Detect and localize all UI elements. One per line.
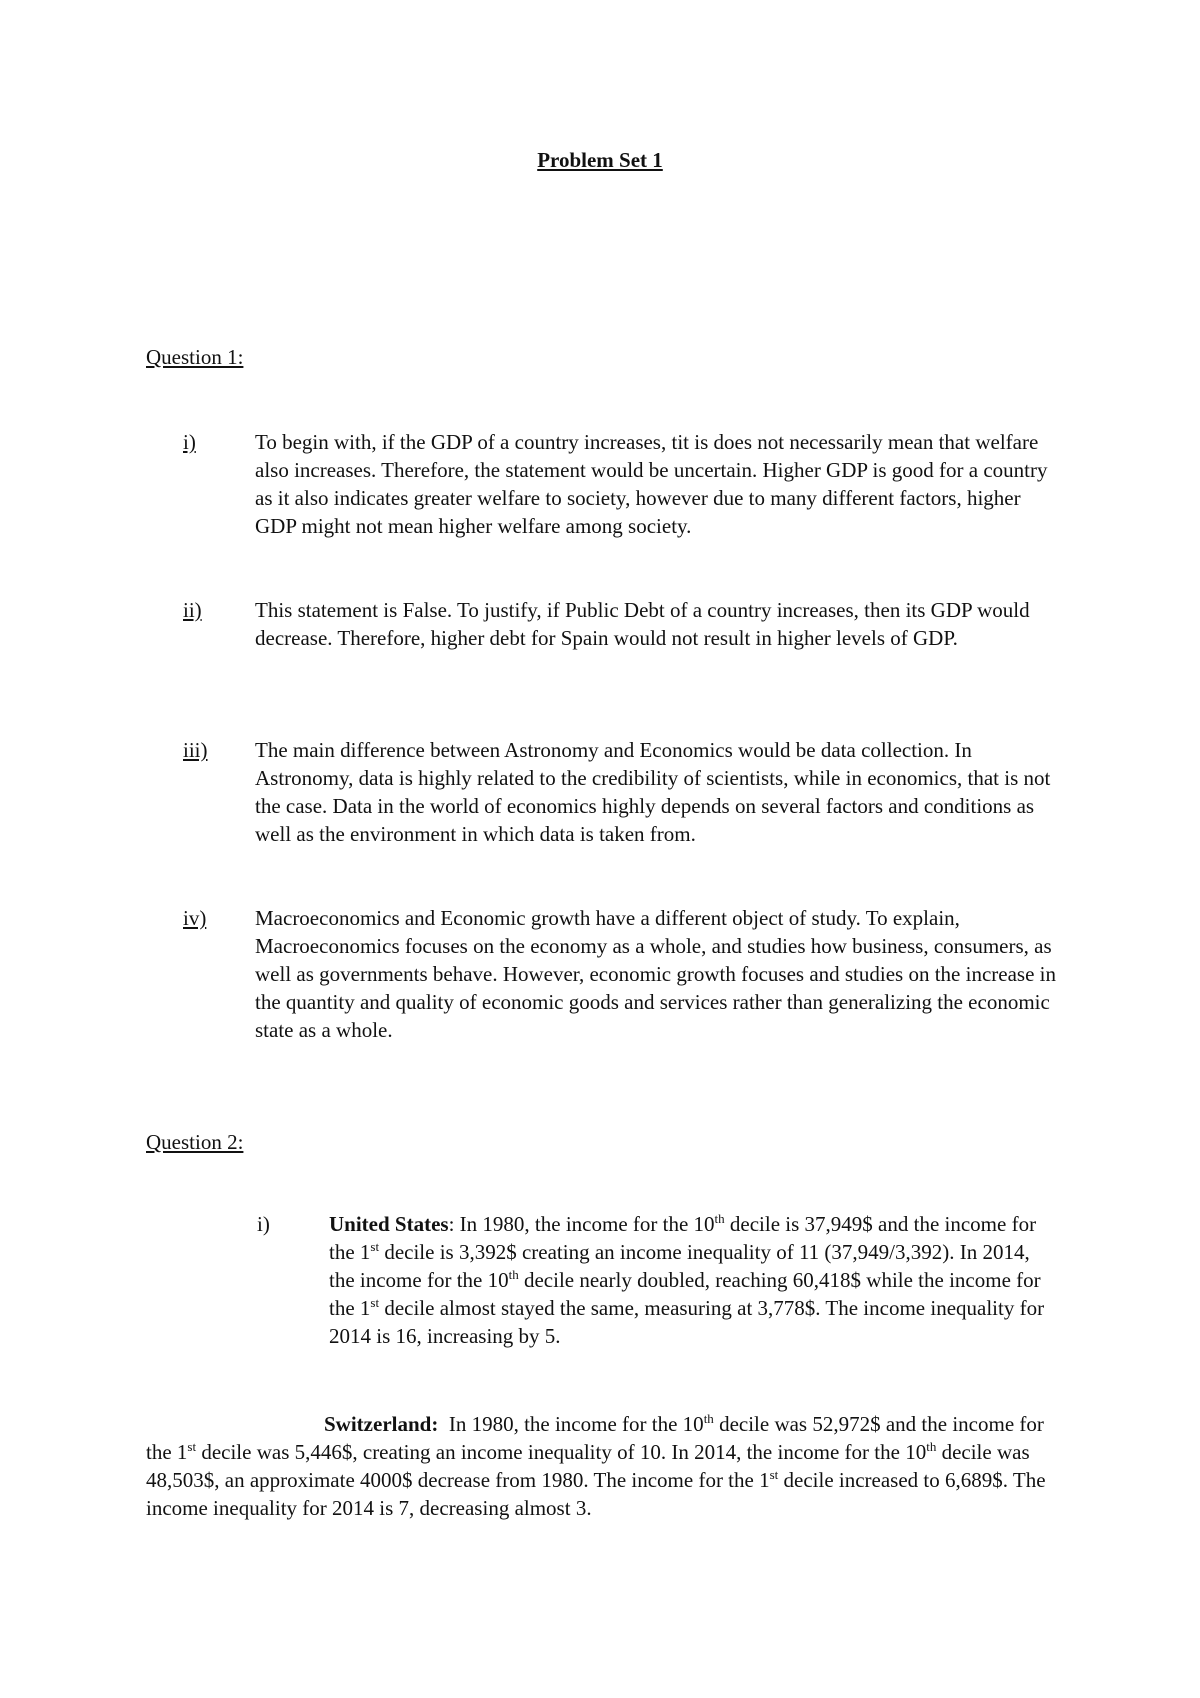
text-run: : In 1980, the income for the 10 (448, 1212, 715, 1236)
text-run: decile was 5,446$, creating an income inequality of 10. In 2014, the income for the 10 (196, 1440, 927, 1464)
superscript: th (714, 1211, 725, 1226)
country-label: Switzerland: (324, 1412, 439, 1436)
text-run: decile was 52,972$ and the income for the 1 (146, 1412, 1044, 1464)
text-run: decile is 3,392$ creating an income inequality of 11 (37,949/3,392). In 2014, the income for the 10 (329, 1240, 1030, 1292)
question-2-heading: Question 2: (146, 1130, 244, 1154)
item-text (329, 1210, 1057, 1350)
item-text: The main difference between Astronomy and Economics would be data collection. In Astronomy, data is highly related to the credibility of scientists, while in economics, that is not the case. Data in the world of economics highly depends on several factors and conditions as well as the environment in which data is taken from. (255, 738, 1051, 846)
item-marker: i) (183, 430, 196, 454)
q2-item-united-states (257, 1210, 1057, 1350)
superscript: th (508, 1267, 519, 1282)
item-text: This statement is False. To justify, if Public Debt of a country increases, then its GDP would decrease. Therefore, higher debt for Spain would not result in higher levels of GDP. (255, 598, 1030, 650)
text-run: decile nearly doubled, reaching 60,418$ while the income for the 1 (329, 1268, 1041, 1320)
item-text: To begin with, if the GDP of a country increases, tit is does not necessarily mean that welfare also increases. Therefore, the statement would be uncertain. Higher GDP is good for a country as it also indicates greater welfare to society, however due to many different factors, higher GDP might not mean higher welfare among society. (255, 430, 1048, 538)
superscript: st (370, 1239, 380, 1254)
superscript: th (926, 1439, 937, 1454)
page-title: Problem Set 1 (537, 148, 663, 172)
text-run: decile is 37,949$ and the income for the 1 (329, 1212, 1037, 1264)
text-run: In 1980, the income for the 10 (438, 1412, 704, 1436)
text-run: decile increased to 6,689$. The income inequality for 2014 is 7, decreasing almost 3. (146, 1468, 1046, 1520)
q1-item-iv (183, 904, 1063, 1044)
superscript: st (769, 1467, 779, 1482)
item-marker: i) (257, 1212, 270, 1236)
item-marker: iv) (183, 906, 207, 930)
text-run: decile almost stayed the same, measuring at 3,778$. The income inequality for 2014 is 16, increasing by 5. (329, 1296, 1045, 1348)
item-marker: ii) (183, 598, 202, 622)
text-run: decile was 48,503$, an approximate 4000$ decrease from 1980. The income for the 1 (146, 1440, 1030, 1492)
q1-item-ii (183, 596, 1063, 652)
item-text: Macroeconomics and Economic growth have a different object of study. To explain, Macroeconomics focuses on the economy as a whole, and studies how business, consumers, as well as governments behave. However, economic growth focuses and studies on the increase in the quantity and quality of economic goods and services rather than generalizing the economic state as a whole. (255, 906, 1056, 1042)
superscript: st (370, 1295, 380, 1310)
superscript: st (187, 1439, 197, 1454)
country-label: United States (329, 1212, 449, 1236)
superscript: th (703, 1411, 714, 1426)
q2-paragraph-switzerland (146, 1410, 1066, 1522)
item-marker: iii) (183, 738, 208, 762)
question-1-heading: Question 1: (146, 345, 244, 369)
q1-item-iii (183, 736, 1063, 848)
q1-item-i (183, 428, 1063, 540)
